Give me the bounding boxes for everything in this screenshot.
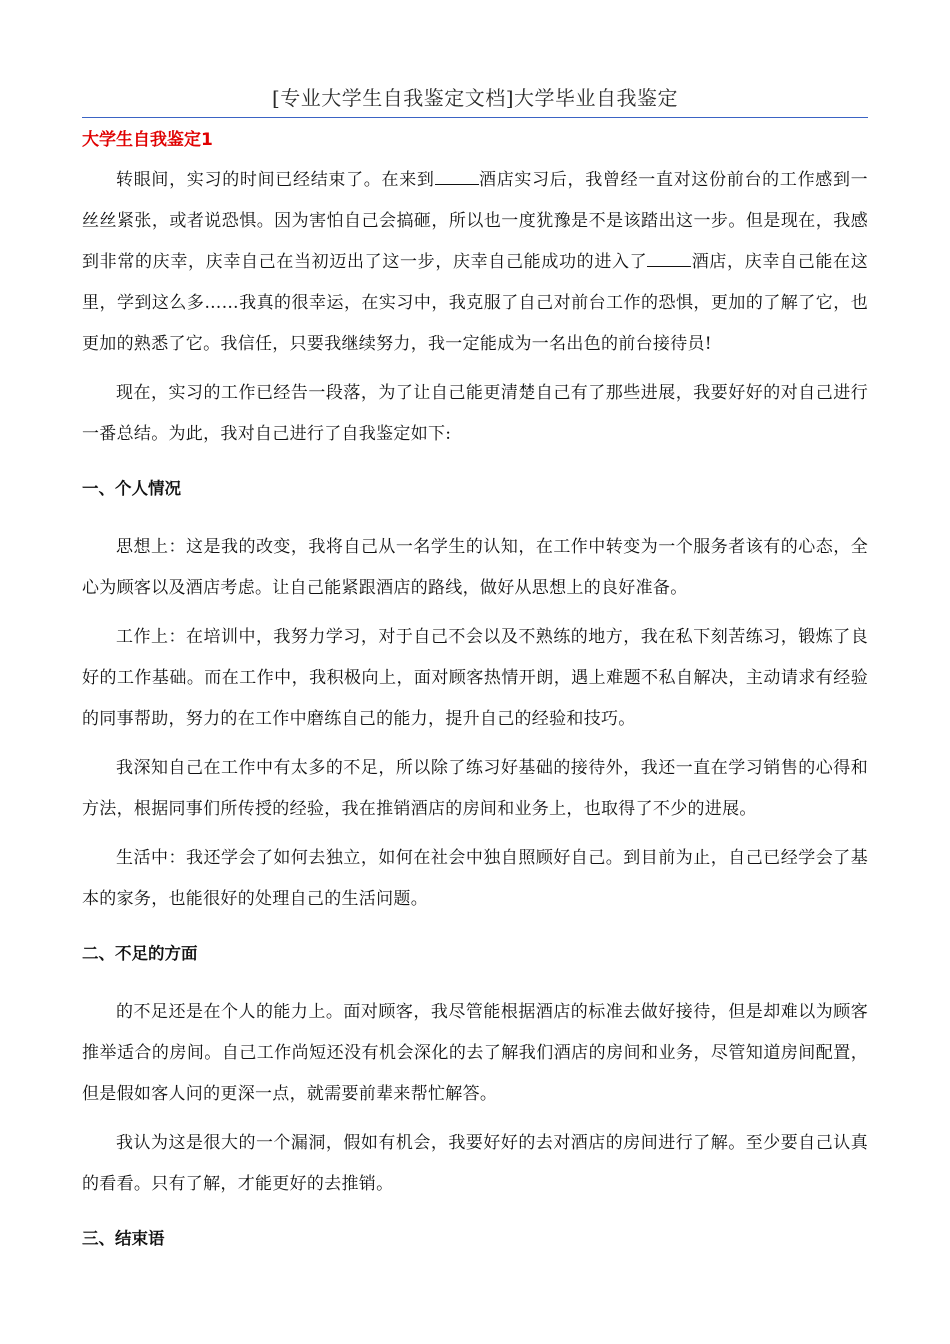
paragraph-shortcoming-2: 我认为这是很大的一个漏洞，假如有机会，我要好好的去对酒店的房间进行了解。至少要自己认真的看看。只有了解，才能更好的去推销。 — [82, 1133, 868, 1194]
paragraph-text: 酒店实习后，我曾经一直对这份前台的工作感到一丝丝紧张，或者说恐惧。因为害怕自己会搞砸，所以也一度犹豫是不是该踏出这一步。但是现在，我感到非常的庆幸，庆幸自己在当初迈出了这一步，庆幸自己能成功的进入了 — [82, 170, 868, 272]
paragraph-text: 转眼间，实习的时间已经结束了。在来到 — [116, 170, 435, 190]
paragraph-shortcoming-1: 的不足还是在个人的能力上。面对顾客，我尽管能根据酒店的标准去做好接待，但是却难以为顾客推举适合的房间。自己工作尚短还没有机会深化的去了解我们酒店的房间和业务，尽管知道房间配置，但是假如客人问的更深一点，就需要前辈来帮忙解答。 — [82, 1002, 868, 1104]
paragraph-sales: 我深知自己在工作中有太多的不足，所以除了练习好基础的接待外，我还一直在学习销售的心得和方法，根据同事们所传授的经验，我在推销酒店的房间和业务上，也取得了不少的进展。 — [82, 758, 868, 819]
document-header: [专业大学生自我鉴定文档]大学毕业自我鉴定 — [82, 82, 868, 118]
section-title: 大学生自我鉴定1 — [82, 130, 213, 150]
heading-conclusion: 三、结束语 — [82, 1229, 165, 1248]
blank-underline — [435, 170, 479, 185]
document-body — [82, 128, 868, 1277]
paragraph-intro — [82, 160, 868, 365]
heading-shortcomings: 二、不足的方面 — [82, 944, 198, 963]
paragraph-work: 工作上：在培训中，我努力学习，对于自己不会以及不熟练的地方，我在私下刻苦练习，锻炼了良好的工作基础。而在工作中，我积极向上，面对顾客热情开朗，遇上难题不私自解决，主动请求有经验的同事帮助，努力的在工作中磨练自己的能力，提升自己的经验和技巧。 — [82, 627, 868, 729]
paragraph-life: 生活中：我还学会了如何去独立，如何在社会中独自照顾好自己。到目前为止，自己已经学会了基本的家务，也能很好的处理自己的生活问题。 — [82, 848, 868, 909]
heading-personal: 一、个人情况 — [82, 479, 181, 498]
paragraph-text: 酒店，庆幸自己能在这里，学到这么多……我真的很幸运，在实习中，我克服了自己对前台工作的恐惧，更加的了解了它，也更加的熟悉了它。我信任，只要我继续努力，我一定能成为一名出色的前台接待员! — [82, 252, 868, 354]
paragraph-thought: 思想上：这是我的改变，我将自己从一名学生的认知，在工作中转变为一个服务者该有的心态，全心为顾客以及酒店考虑。让自己能紧跟酒店的路线，做好从思想上的良好准备。 — [82, 537, 868, 598]
blank-underline — [647, 252, 691, 267]
paragraph-summary: 现在，实习的工作已经告一段落，为了让自己能更清楚自己有了那些进展，我要好好的对自己进行一番总结。为此，我对自己进行了自我鉴定如下: — [82, 383, 868, 444]
